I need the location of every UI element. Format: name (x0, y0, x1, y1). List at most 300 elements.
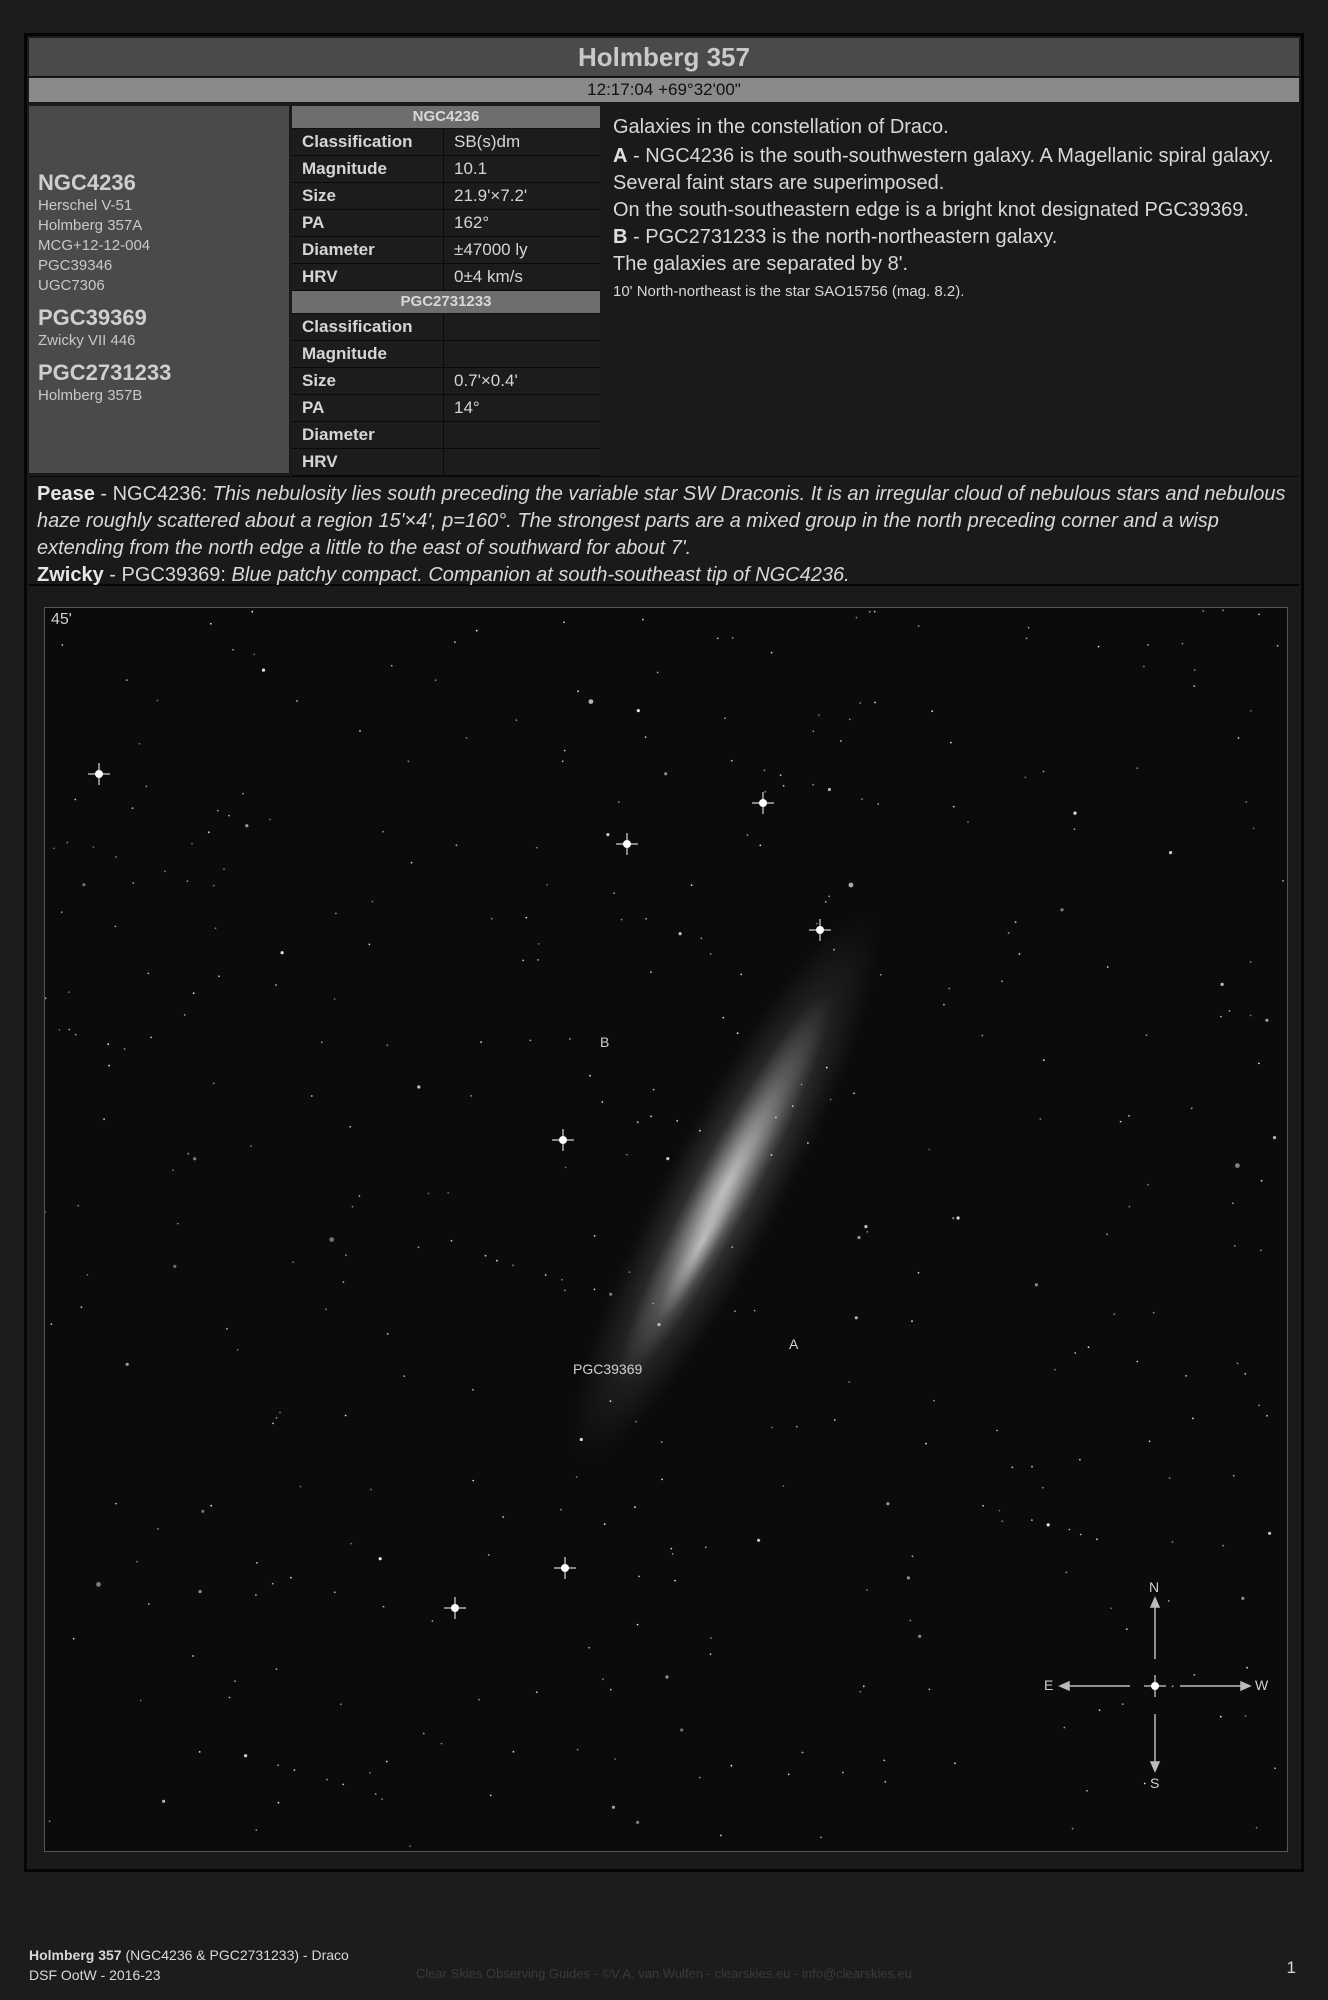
star (1277, 645, 1279, 647)
star (1047, 1523, 1050, 1526)
star (1064, 1727, 1066, 1729)
star (577, 1749, 579, 1751)
star (522, 960, 524, 962)
star (470, 1095, 472, 1097)
compass-e-label: E (1044, 1677, 1054, 1693)
star (1069, 1529, 1071, 1531)
star (1246, 1667, 1248, 1669)
star (855, 1316, 858, 1319)
bright-star (1144, 1675, 1166, 1697)
star (834, 1419, 836, 1421)
star (1144, 1783, 1146, 1785)
star (502, 1516, 504, 1518)
star (780, 774, 782, 776)
star (546, 884, 548, 886)
star (710, 953, 712, 955)
star (140, 1700, 142, 1702)
star (1274, 1767, 1276, 1769)
star (952, 1217, 954, 1219)
star (294, 1769, 296, 1771)
star (451, 1240, 453, 1242)
star (311, 1095, 313, 1097)
star (435, 679, 437, 681)
star (588, 1647, 590, 1649)
star (856, 617, 858, 619)
star (909, 1620, 911, 1622)
star (490, 1795, 492, 1797)
star (849, 883, 854, 888)
star (292, 1261, 294, 1263)
star (480, 1041, 482, 1043)
star (1074, 1352, 1076, 1354)
star (245, 824, 248, 827)
compass-n-label: N (1149, 1579, 1160, 1595)
star (929, 1689, 931, 1691)
star (918, 625, 920, 627)
star (1107, 966, 1109, 968)
star (177, 1223, 179, 1225)
star (281, 951, 284, 954)
star (253, 654, 255, 656)
star (1192, 1418, 1194, 1420)
star (232, 649, 234, 651)
star (670, 1548, 672, 1550)
star (982, 1505, 984, 1507)
star (441, 1743, 443, 1745)
star (124, 1048, 126, 1050)
star (537, 959, 539, 961)
star (1169, 851, 1172, 854)
star (466, 737, 468, 739)
star (1202, 610, 1204, 612)
sky-image (44, 607, 1288, 1852)
star (747, 834, 749, 836)
star (1122, 1703, 1124, 1705)
star (250, 1145, 252, 1147)
star (1039, 1118, 1041, 1120)
star (869, 611, 871, 613)
star (874, 611, 876, 613)
star (217, 810, 219, 812)
star (49, 1820, 51, 1822)
star (637, 1121, 639, 1123)
star (912, 1555, 914, 1557)
star (594, 1289, 596, 1291)
table-row: Classification SB(s)dm (292, 129, 600, 156)
star (1001, 980, 1003, 982)
object-name: PGC39369 (38, 305, 147, 330)
star (251, 611, 253, 613)
star (213, 885, 215, 887)
star (369, 1772, 371, 1774)
star (173, 1265, 176, 1268)
star (1282, 880, 1284, 882)
star (610, 1689, 612, 1691)
field-of-view-label: 45' (51, 611, 72, 628)
star (828, 788, 831, 791)
table-title: NGC4236 (292, 106, 600, 129)
star (126, 679, 128, 681)
star (783, 785, 785, 787)
star (565, 1167, 567, 1169)
star (699, 1130, 701, 1132)
star (325, 1308, 327, 1310)
star (255, 1594, 257, 1596)
star (594, 1235, 596, 1237)
star (802, 1752, 804, 1754)
star (1031, 1519, 1033, 1521)
star (666, 1157, 669, 1160)
table-row: Size 21.9'×7.2' (292, 183, 600, 210)
star (1153, 1312, 1155, 1314)
star (1042, 1487, 1044, 1489)
star (383, 1606, 385, 1608)
star (472, 1480, 474, 1482)
star (447, 1192, 449, 1194)
compass-w-label: W (1255, 1677, 1269, 1693)
star (193, 992, 195, 994)
star (560, 1509, 562, 1511)
star (1054, 1369, 1056, 1371)
star (740, 973, 742, 975)
star (764, 770, 766, 772)
star (642, 619, 644, 621)
star (1143, 666, 1145, 668)
star (1147, 644, 1149, 646)
star (103, 1118, 105, 1120)
star (874, 702, 876, 704)
star (918, 1635, 921, 1638)
star (108, 1065, 110, 1067)
star (563, 621, 565, 623)
star (717, 638, 719, 640)
star (1086, 1790, 1088, 1792)
star (1015, 921, 1017, 923)
star (859, 702, 861, 704)
star (705, 1547, 707, 1549)
star (830, 1099, 832, 1101)
star (75, 1034, 77, 1036)
star (234, 1680, 236, 1682)
star (478, 1699, 480, 1701)
star (210, 1505, 212, 1507)
star (68, 1029, 70, 1031)
star (1250, 961, 1252, 963)
star (115, 926, 117, 928)
star (242, 793, 244, 795)
star (350, 1543, 352, 1545)
star (1110, 1607, 1112, 1609)
star (218, 975, 220, 977)
star (1035, 1283, 1038, 1286)
star (1238, 737, 1240, 739)
star (199, 1751, 201, 1753)
star (1253, 828, 1255, 830)
object-alias: Holmberg 357B (38, 387, 143, 404)
star (691, 884, 693, 886)
star (861, 798, 863, 800)
star (276, 1668, 278, 1670)
star (279, 1412, 281, 1414)
bright-star (444, 1597, 466, 1619)
star (1031, 1466, 1033, 1468)
star (612, 1806, 615, 1809)
star (372, 901, 374, 903)
star (147, 973, 149, 975)
star (609, 1293, 612, 1296)
star (1235, 1163, 1240, 1168)
star (807, 1142, 809, 1144)
star (880, 974, 882, 976)
star (1268, 1532, 1271, 1535)
star (223, 868, 225, 870)
star (664, 772, 667, 775)
star (45, 997, 47, 999)
star (525, 917, 527, 919)
star (1001, 1520, 1003, 1522)
star (516, 719, 518, 721)
star (1168, 1600, 1170, 1602)
star (679, 932, 682, 935)
table-row: Classification (292, 314, 600, 341)
object-alias: Herschel V-51 (38, 197, 133, 214)
star (676, 1120, 678, 1122)
star (45, 1211, 46, 1213)
star (512, 1265, 514, 1267)
star (132, 882, 134, 884)
star (957, 1216, 960, 1219)
star (1234, 1245, 1236, 1247)
star-field (45, 608, 1288, 1852)
star (237, 1349, 239, 1351)
star (1260, 1250, 1262, 1252)
table-row: Magnitude 10.1 (292, 156, 600, 183)
star (610, 1400, 612, 1402)
star (722, 1017, 724, 1019)
star (771, 652, 773, 654)
star (87, 1274, 89, 1276)
star (536, 1691, 538, 1693)
object-alias: UGC7306 (38, 277, 105, 294)
star (491, 918, 493, 920)
star (1026, 638, 1028, 640)
star (788, 1774, 790, 1776)
star (759, 845, 761, 847)
star (842, 1772, 844, 1774)
star (674, 1580, 676, 1582)
star (326, 1779, 328, 1781)
star (1128, 1115, 1130, 1117)
star (208, 831, 210, 833)
star (907, 1576, 910, 1579)
star (256, 1562, 258, 1564)
star (1080, 1534, 1082, 1536)
table-row: PA 162° (292, 210, 600, 237)
star (577, 690, 579, 692)
star (343, 1281, 345, 1283)
star (278, 1802, 280, 1804)
star (530, 1040, 532, 1042)
star (853, 1093, 855, 1095)
star (93, 846, 95, 848)
star (82, 883, 85, 886)
star (562, 760, 564, 762)
star (731, 760, 733, 762)
star (53, 848, 55, 850)
star (867, 1231, 869, 1233)
star (536, 847, 538, 849)
star (1096, 1538, 1098, 1540)
star (199, 1590, 202, 1593)
star (157, 1528, 159, 1530)
star (228, 815, 230, 817)
star (379, 1557, 382, 1560)
star (255, 1829, 257, 1831)
star (614, 1758, 616, 1760)
object-name: NGC4236 (38, 170, 136, 195)
table-row: Size 0.7'×0.4' (292, 368, 600, 395)
star (136, 1561, 138, 1563)
page-number: 1 (1286, 1958, 1296, 1977)
star (411, 862, 413, 864)
footer-credit: Clear Skies Observing Guides - ©V.A. van Wulfen - clearskies.eu - info@clearskies.eu (415, 1966, 913, 1981)
star (148, 1603, 150, 1605)
star (157, 700, 159, 702)
pease-note: Pease - NGC4236: This nebulosity lies south preceding the variable star SW Draconis. It is an irregular cloud of nebulous stars and nebulous haze roughly scattered about a region 15'×4', p=160°. The strongest parts are a mixed group in the north preceding corner and a wisp extending from the north edge a little to the east of southward for about 7'. (37, 483, 1286, 559)
star (1256, 1827, 1258, 1829)
star (187, 1153, 189, 1155)
star (636, 1821, 639, 1824)
star (764, 791, 766, 793)
star (191, 843, 193, 845)
star (1074, 828, 1076, 830)
star (731, 1765, 733, 1767)
star (403, 1375, 405, 1377)
star (886, 1502, 889, 1505)
star (81, 1306, 83, 1308)
star (272, 1583, 274, 1585)
table-title: PGC2731233 (292, 291, 600, 314)
star (272, 1423, 274, 1425)
star (193, 1157, 196, 1160)
star (1265, 1019, 1268, 1022)
star (775, 1117, 777, 1119)
star (672, 1553, 674, 1555)
star (720, 1835, 722, 1837)
galaxy-label-a: A (789, 1336, 799, 1352)
table-row: HRV (292, 449, 600, 476)
star (1019, 953, 1021, 955)
description-intro: Galaxies in the constellation of Draco. (613, 116, 949, 138)
star (1266, 1415, 1268, 1417)
star (771, 1427, 773, 1429)
star (848, 1381, 850, 1383)
star (638, 1576, 640, 1578)
star (925, 1443, 927, 1445)
star (172, 1169, 174, 1171)
star (391, 665, 393, 667)
star (407, 760, 409, 762)
table-row: Diameter (292, 422, 600, 449)
star (59, 1029, 61, 1031)
star (77, 1205, 79, 1207)
coordinates: 12:17:04 +69°32'00" (29, 78, 1299, 102)
star (825, 901, 827, 903)
star (771, 1154, 773, 1156)
star (1079, 1459, 1081, 1461)
star (911, 1320, 913, 1322)
table-row: Diameter ±47000 ly (292, 237, 600, 264)
star (637, 709, 640, 712)
star (561, 1279, 563, 1281)
star (1221, 983, 1224, 986)
star (107, 1043, 109, 1045)
star (139, 743, 141, 745)
description-a: A - NGC4236 is the south-southwestern galaxy. A Magellanic spiral galaxy. Several faint stars are superimposed. (613, 145, 1274, 194)
star (953, 806, 955, 808)
star (145, 786, 147, 788)
object-alias: PGC39346 (38, 257, 113, 274)
star (783, 1485, 785, 1487)
star (564, 750, 566, 752)
page-title: Holmberg 357 (29, 38, 1299, 77)
star (801, 1084, 803, 1086)
star (68, 991, 70, 993)
star (476, 630, 478, 632)
star (613, 892, 615, 894)
compass-s-label: S (1150, 1775, 1160, 1791)
star (1147, 1184, 1149, 1186)
star (329, 1237, 334, 1242)
star (1136, 767, 1138, 769)
star (96, 1582, 101, 1587)
star (418, 1246, 420, 1248)
star (981, 1035, 983, 1037)
star (359, 730, 361, 732)
star (369, 944, 371, 946)
star (126, 1363, 129, 1366)
star (601, 1101, 603, 1103)
bright-star (88, 763, 110, 785)
star (812, 784, 814, 786)
star (226, 1328, 228, 1330)
star (50, 1323, 52, 1325)
star (933, 1400, 935, 1402)
star (432, 1620, 434, 1622)
star (700, 937, 702, 939)
star (950, 742, 952, 744)
description-note: 10' North-northeast is the star SAO15756 (mag. 8.2). (613, 283, 965, 300)
star (626, 1154, 628, 1156)
star (1222, 1545, 1224, 1547)
star (1099, 1709, 1101, 1711)
star (73, 1638, 75, 1640)
star (215, 927, 217, 929)
star (699, 1777, 701, 1779)
star (428, 1193, 430, 1195)
star (866, 1589, 868, 1591)
star (162, 1800, 165, 1803)
star (1136, 1361, 1138, 1363)
star (375, 1793, 377, 1795)
star (1245, 1715, 1247, 1717)
star (115, 1503, 117, 1505)
table-row: Magnitude (292, 341, 600, 368)
star (1182, 643, 1184, 645)
star (275, 984, 277, 986)
star (996, 1430, 998, 1432)
object-alias: Zwicky VII 446 (38, 332, 136, 349)
